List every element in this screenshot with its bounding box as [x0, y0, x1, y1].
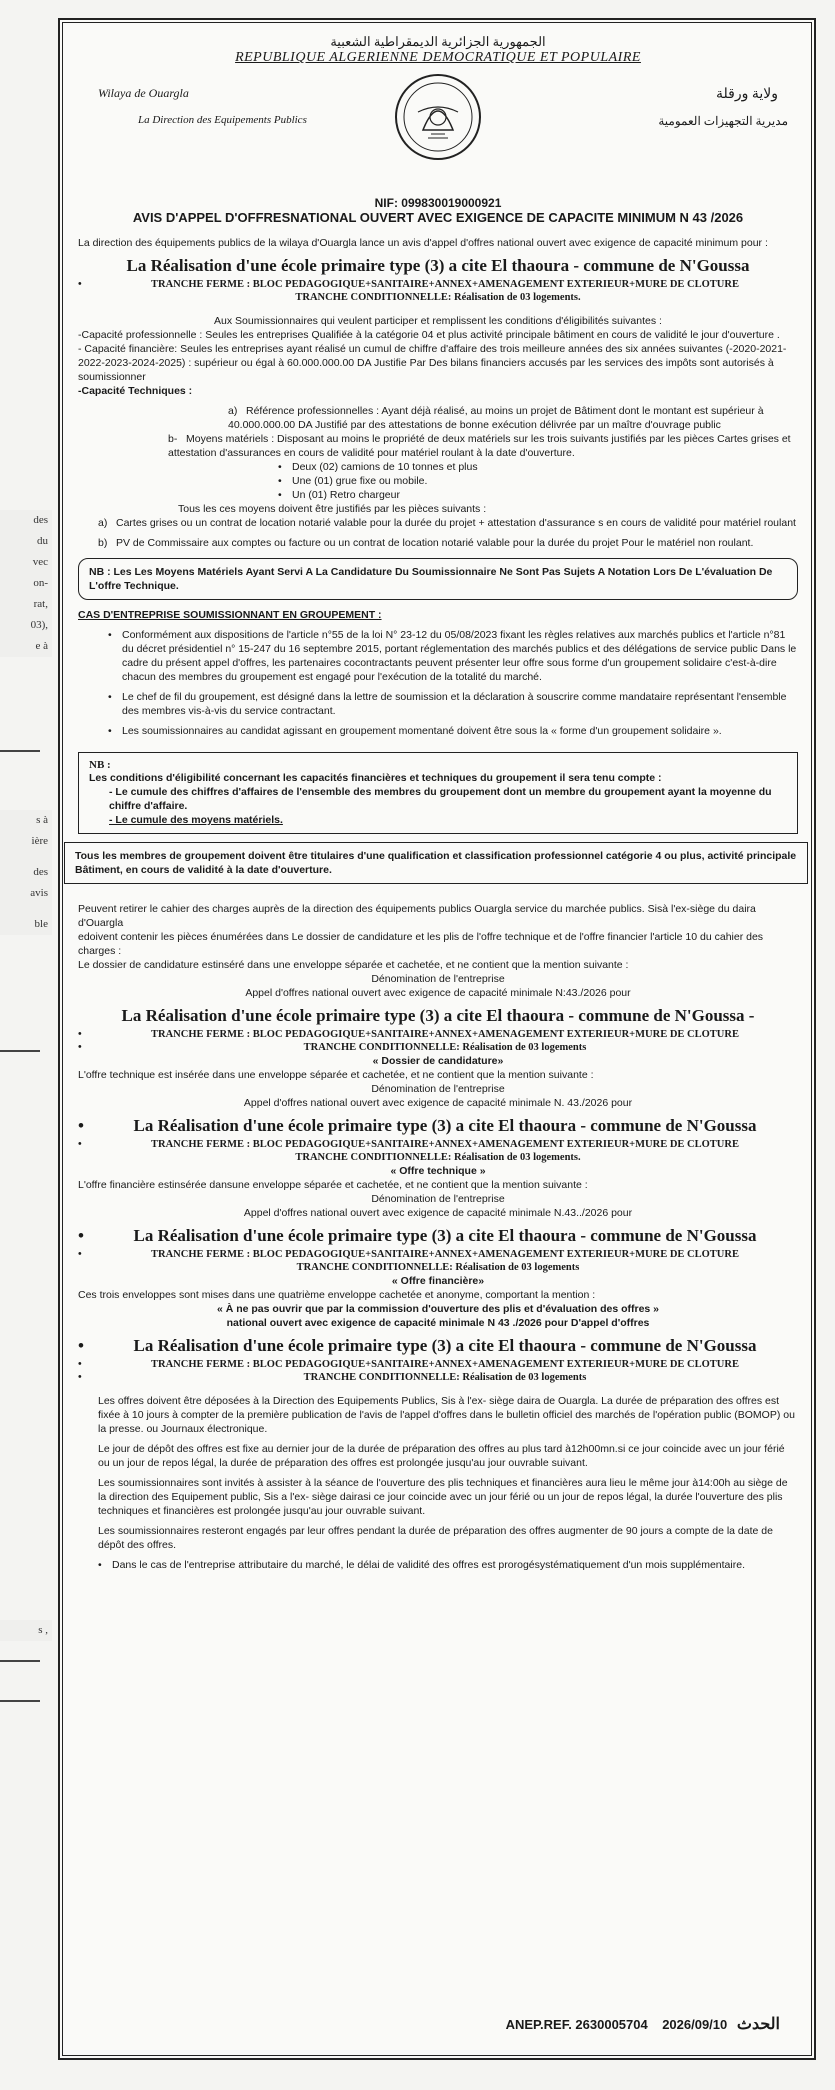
envelope-mention: « Offre financière» [391, 1275, 485, 1287]
envelope-intro: L'offre financière estinsérée dansune enveloppe séparée et cachetée, et ne contient que la mention suivante : [78, 1179, 588, 1191]
list-item: • Deux (02) camions de 10 tonnes et plus [278, 460, 798, 474]
closing-paragraph: • Dans le cas de l'entreprise attributaire du marché, le délai de validité des offres est prorogésystématiquement d'un mois supplémentaire. [98, 1558, 798, 1572]
envelope-mention: « Offre technique » [390, 1165, 486, 1177]
intro-text: La direction des équipements publics de la wilaya d'Ouargla lance un avis d'appel d'offres national ouvert avec exigence de capacité minimum pour : [78, 237, 768, 249]
envelope-offre-technique [78, 1068, 798, 1178]
capacite-technique-label: -Capacité Techniques : [78, 385, 193, 397]
tranche-ferme: • TRANCHE FERME : BLOC PEDAGOGIQUE+SANITAIRE+ANNEX+AMENAGEMENT EXTERIEUR+MURE DE CLOTURE [78, 278, 798, 291]
envelope-mention: « Dossier de candidature» [372, 1055, 504, 1067]
retrait-paragraph: Peuvent retirer le cahier des charges auprès de la direction des équipements publics Ouargla service du marchée publics. Sisà l'ex-siège du daira d'Ouargla [78, 903, 756, 929]
header-row [78, 72, 798, 182]
item-letter: b- [168, 433, 178, 445]
fragment-line: du [37, 535, 48, 547]
nb-line: Les conditions d'éligibilité concernant les capacités financières et techniques du groupement il sera tenu compte : [89, 772, 662, 784]
notice-content [75, 30, 798, 1572]
nb-box-materiels: NB : Les Les Moyens Matériels Ayant Servi A La Candidature Du Soumissionnaire Ne Sont Pas Sujets A Notation Lors De L'évaluation De L'offre Technique. [78, 558, 798, 600]
envelope-tranche-cond: • TRANCHE CONDITIONNELLE: Réalisation de 03 logements [78, 1041, 798, 1054]
envelope-tranche-cond: TRANCHE CONDITIONNELLE: Réalisation de 03 logements. [295, 1152, 581, 1163]
divider [0, 750, 40, 752]
fragment-line: vec [32, 556, 48, 568]
list-item: • Un (01) Retro chargeur [278, 488, 798, 502]
justification-intro: Tous les ces moyens doivent être justifiés par les pièces suivants : [178, 503, 487, 515]
list-item: • Conformément aux dispositions de l'article n°55 de la loi N° 23-12 du 05/08/2023 fixant les règles relatives aux marchés publics et l'article n°81 du décret présidentiel n° 15-247 du 16 septembre 2015, portant réglementation des marchés publics et des délégations de service public Dans le cadre du présent appel d'offres, les partenaires cocontractants peuvent présenter leur offre sous forme d'un groupement solidaire c'est-à-dire chacun des membres du groupement est engagé pour l'exécution de la totalité du marché. [108, 628, 798, 684]
wilaya-arabic: ولاية ورقلة [715, 87, 778, 102]
fragment-line: 03), [30, 619, 48, 631]
envelope-tranche-ferme: • TRANCHE FERME : BLOC PEDAGOGIQUE+SANITAIRE+ANNEX+AMENAGEMENT EXTERIEUR+MURE DE CLOTURE [78, 1138, 798, 1151]
envelope-appel: national ouvert avec exigence de capacité minimale N 43 ./2026 pour D'appel d'offres [226, 1317, 650, 1329]
envelope-appel: Appel d'offres national ouvert avec exigence de capacité minimale N.43../2026 pour [243, 1207, 633, 1219]
nb-label: NB : [89, 759, 111, 771]
fragment-line: des [33, 866, 48, 878]
adjacent-page-fragment-1 [0, 510, 52, 657]
item-text: Référence professionnelles : Ayant déjà réalisé, au moins un projet de Bâtiment dont le montant est supérieur à 40.000.000.00 DA Justifié par des attestations de bonne exécution délivrée par un maître d'ouvrage public [228, 405, 764, 431]
envelope-tranche-ferme: • TRANCHE FERME : BLOC PEDAGOGIQUE+SANITAIRE+ANNEX+AMENAGEMENT EXTERIEUR+MURE DE CLOTURE [78, 1358, 798, 1371]
nif-number: NIF: 099830019000921 [374, 196, 502, 210]
divider [0, 1050, 40, 1052]
envelope-appel: Appel d'offres national ouvert avec exigence de capacité minimale N. 43./2026 pour [243, 1097, 633, 1109]
anep-ref-number: ANEP.REF. 2630005704 [505, 2017, 648, 2032]
item-letter: b) [98, 537, 108, 549]
item-text: Cartes grises ou un contrat de location notarié valable pour la durée du projet + attestation d'assurance s en cours de validité pour matériel roulant [116, 517, 796, 529]
item-letter: a) [228, 405, 238, 417]
item-text: PV de Commissaire aux comptes ou facture ou un contrat de location notarié valable pour la durée du projet Pour le matériel non roulant. [116, 537, 754, 549]
nb-box-groupement [78, 752, 798, 834]
divider [0, 1660, 40, 1662]
header-arabic-title: الجمهورية الجزائرية الديمقراطية الشعبية [330, 34, 546, 49]
fragment-line: s , [38, 1624, 48, 1636]
closing-section [78, 1394, 798, 1572]
envelope-intro: Ces trois enveloppes sont mises dans une quatrième enveloppe cachetée et anonyme, comportant la mention : [78, 1289, 596, 1301]
fragment-line: avis [30, 887, 48, 899]
envelope-denomination: Dénomination de l'entreprise [371, 1193, 505, 1205]
list-item: • Une (01) grue fixe ou mobile. [278, 474, 798, 488]
envelope-offre-financiere [78, 1178, 798, 1288]
direction-french: La Direction des Equipements Publics [138, 114, 307, 126]
fragment-line: s à [36, 814, 48, 826]
fragment-line: des [33, 514, 48, 526]
capacite-financiere: - Capacité financière: Seules les entreprises ayant réalisé un cumul de chiffre d'affaire des trois meilleure années des six années suivantes (-2020-2021-2022-2023-2024-2025) : supérieur ou égal à 60.000.000.00 DA Justifie Par Des bilans financiers accusés par les services des impôts sont autorisés à soumissionner [78, 343, 787, 383]
adjacent-page-fragment-2 [0, 810, 52, 935]
item-letter: a) [98, 517, 108, 529]
fragment-line: rat, [33, 598, 48, 610]
fragment-line: ière [31, 835, 48, 847]
anep-reference [506, 2014, 780, 2034]
fragment-line: ble [34, 918, 48, 930]
project-title: La Réalisation d'une école primaire type (3) a cite El thaoura - commune de N'Goussa [126, 256, 750, 275]
fragment-line: e à [35, 640, 48, 652]
envelope-intro: L'offre technique est insérée dans une enveloppe séparée et cachetée, et ne contient que la mention suivante : [78, 1069, 594, 1081]
nb-line: - Le cumule des chiffres d'affaires de l'ensemble des membres du groupement dont un membre du groupement ayant la moyenne du chiffre d'affaire. [109, 786, 772, 812]
envelope-anonyme [78, 1288, 798, 1384]
divider [0, 1700, 40, 1702]
wilaya-french: Wilaya de Ouargla [98, 86, 189, 100]
adjacent-page-fragment-3 [0, 1620, 52, 1641]
direction-arabic: مديرية التجهيزات العمومية [658, 114, 788, 128]
closing-paragraph: Les offres doivent être déposées à la Direction des Equipements Publics, Sis à l'ex- siège daira de Ouargla. La durée de préparation des offres est fixée à 10 jours à compter de la première publication de l'avis de l'appel d'offres dans le bulletin officiel des marchés de l'opération public (BOMOP) ou la presse. ou Journaux électronique. [98, 1395, 795, 1435]
materials-list [78, 460, 798, 502]
closing-paragraph: Les soumissionnaires sont invités à assister à la séance de l'ouverture des plis techniques et financières aura lieu le même jour à14:00h au siège de la direction des Equipement public, Sis a l'ex- siège dairasi ce jour coincide avec un jour férié ou un jour de repos légal, la durée l'ouverture des plis techniques et financières est prolongée jusqu'au jour ouvrable suivant. [98, 1477, 788, 1517]
envelope-appel: Appel d'offres national ouvert avec exigence de capacité minimale N:43./2026 pour [245, 987, 631, 999]
envelope-candidature [78, 972, 798, 1068]
justification-b [78, 536, 798, 550]
capacite-professionnelle: -Capacité professionnelle : Seules les entreprises Qualifiée à la catégorie 04 et plus activité principale bâtiment en cours de validité le jour d'ouverture . [78, 329, 780, 341]
newspaper-name: الحدث [736, 2016, 780, 2033]
eligibility-intro: Aux Soumissionnaires qui veulent participer et remplissent les conditions d'éligibilités suivantes : [214, 315, 662, 327]
list-item: • Le chef de fil du groupement, est désigné dans la lettre de soumission et la déclaration à souscrire comme mandataire représentant l'ensemble des membres vis-à-vis du service contractant. [108, 690, 798, 718]
envelope-tranche-cond: • TRANCHE CONDITIONNELLE: Réalisation de 03 logements [78, 1371, 798, 1384]
envelope-denomination: Dénomination de l'entreprise [371, 1083, 505, 1095]
publication-date: 2026/09/10 [662, 2017, 728, 2032]
tranche-conditionnelle: TRANCHE CONDITIONNELLE: Réalisation de 03 logements. [295, 292, 581, 303]
envelope-denomination: Dénomination de l'entreprise [371, 973, 505, 985]
envelope-tranche-ferme: • TRANCHE FERME : BLOC PEDAGOGIQUE+SANITAIRE+ANNEX+AMENAGEMENT EXTERIEUR+MURE DE CLOTURE [78, 1248, 798, 1261]
qualification-box: Tous les membres de groupement doivent être titulaires d'une qualification et classification professionnel catégorie 4 ou plus, activité principale Bâtiment, en cours de validité à la date d'ouverture. [64, 842, 808, 884]
envelope-tranche-cond: TRANCHE CONDITIONNELLE: Réalisation de 03 logements [296, 1262, 580, 1273]
envelope-project-title: • La Réalisation d'une école primaire type (3) a cite El thaoura - commune de N'Goussa [78, 1116, 798, 1136]
reference-professionnelle [78, 404, 798, 432]
envelope-project-title: • La Réalisation d'une école primaire type (3) a cite El thaoura - commune de N'Goussa [78, 1226, 798, 1246]
envelope-project-title: • La Réalisation d'une école primaire type (3) a cite El thaoura - commune de N'Goussa [78, 1336, 798, 1356]
nb-line: - Le cumule des moyens matériels. [109, 814, 283, 826]
retrait-paragraph: Le dossier de candidature estinséré dans une enveloppe séparée et cachetée, et ne contient que la mention suivante : [78, 959, 629, 971]
item-text: Moyens matériels : Disposant au moins le propriété de deux matériels sur les trois suivants justifiés par les pièces Cartes grises et attestation d'assurances en cours de validité pour matériel roulant à la date d'ouverture. [168, 433, 791, 459]
envelope-project-title: La Réalisation d'une école primaire type (3) a cite El thaoura - commune de N'Goussa - [121, 1006, 755, 1025]
moyens-materiels [78, 432, 798, 460]
fragment-line: on- [33, 577, 48, 589]
list-item: • Les soumissionnaires au candidat agissant en groupement momentané doivent être sous la « forme d'un groupement solidaire ». [108, 724, 798, 738]
notice-title: AVIS D'APPEL D'OFFRESNATIONAL OUVERT AVEC EXIGENCE DE CAPACITE MINIMUM N 43 /2026 [132, 210, 744, 225]
official-seal-icon [393, 72, 483, 162]
closing-paragraph: Les soumissionnaires resteront engagés par leur offres pendant la durée de préparation des offres augmenter de 90 jours a compte de la date de dépôt des offres. [98, 1525, 773, 1551]
groupement-list [78, 628, 798, 738]
closing-paragraph: Le jour de dépôt des offres est fixe au dernier jour de la durée de préparation des offres au plus tard à12h00mn.si ce jour coincide avec un jour férié ou un jour de repos légal, la durée de préparation des offres est prolongée jusqu'au jour ouvrable suivant. [98, 1443, 785, 1469]
envelope-mention: « À ne pas ouvrir que par la commission d'ouverture des plis et d'évaluation des offres » [216, 1303, 660, 1315]
retrait-paragraph: edoivent contenir les pièces énumérées dans Le dossier de candidature et les plis de l'offre technique et de l'offre financier l'article 10 du cahier des charges : [78, 931, 764, 957]
groupement-heading: CAS D'ENTREPRISE SOUMISSIONNANT EN GROUPEMENT : [78, 609, 382, 621]
envelope-tranche-ferme: • TRANCHE FERME : BLOC PEDAGOGIQUE+SANITAIRE+ANNEX+AMENAGEMENT EXTERIEUR+MURE DE CLOTURE [78, 1028, 798, 1041]
header-french-title: REPUBLIQUE ALGERIENNE DEMOCRATIQUE ET POPULAIRE [235, 50, 641, 65]
justification-a [78, 516, 798, 530]
